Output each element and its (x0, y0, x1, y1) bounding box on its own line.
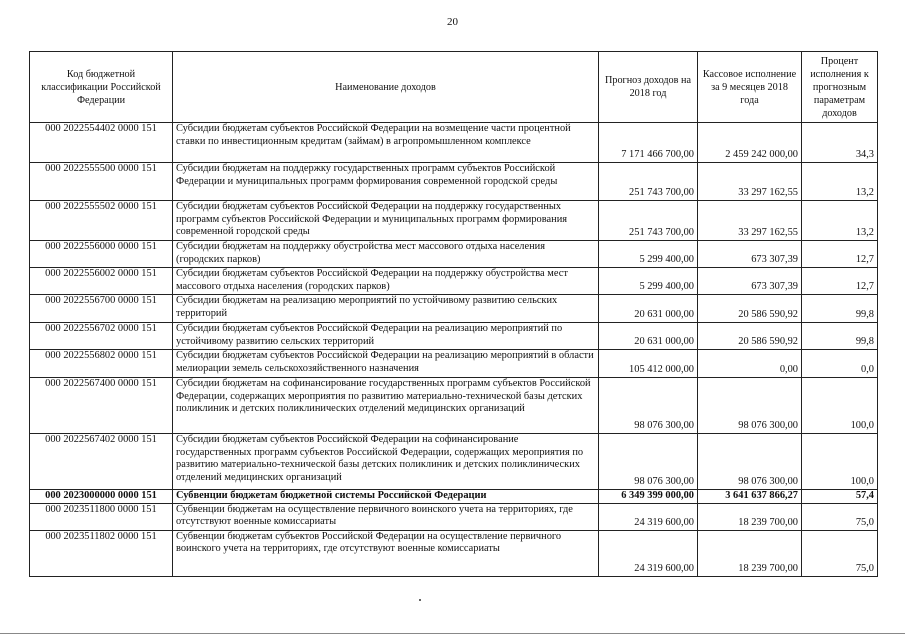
table-row (30, 490, 878, 504)
row-forecast: 98 076 300,00 (599, 434, 698, 490)
table-row (30, 123, 878, 163)
header-actual: Кассовое исполнение за 9 месяцев 2018 года (698, 52, 802, 123)
row-name: Субсидии бюджетам субъектов Российской Федерации на реализацию мероприятий по устойчивому развитию сельских территорий (173, 323, 599, 350)
row-actual: 0,00 (698, 350, 802, 378)
row-forecast: 251 743 700,00 (599, 201, 698, 241)
table-row (30, 530, 878, 576)
row-name: Субсидии бюджетам субъектов Российской Федерации на реализацию мероприятий в области мелиорации земель сельскохозяйственного назначения (173, 350, 599, 378)
row-code: 000 2022556000 0000 151 (30, 241, 173, 268)
row-percent: 34,3 (802, 123, 878, 163)
table-row (30, 241, 878, 268)
row-forecast: 24 319 600,00 (599, 530, 698, 576)
row-name: Субвенции бюджетам бюджетной системы Российской Федерации (173, 490, 599, 504)
row-percent: 0,0 (802, 350, 878, 378)
row-forecast: 5 299 400,00 (599, 268, 698, 295)
row-percent: 99,8 (802, 323, 878, 350)
row-code: 000 2022555502 0000 151 (30, 201, 173, 241)
table-row (30, 323, 878, 350)
row-name: Субсидии бюджетам субъектов Российской Федерации на поддержку обустройства мест массового отдыха населения (городских парков) (173, 268, 599, 295)
row-name: Субсидии бюджетам на поддержку государственных программ субъектов Российской Федерации и муниципальных программ формирования современной городской среды (173, 163, 599, 201)
row-code: 000 2022556702 0000 151 (30, 323, 173, 350)
table-row (30, 434, 878, 490)
row-percent: 75,0 (802, 530, 878, 576)
row-name: Субсидии бюджетам субъектов Российской Федерации на возмещение части процентной ставки по инвестиционным кредитам (займам) в агропромышленном комплексе (173, 123, 599, 163)
header-code: Код бюджетной классификации Российской Федерации (30, 52, 173, 123)
header-percent: Процент исполнения к прогнозным параметрам доходов (802, 52, 878, 123)
row-forecast: 6 349 399 000,00 (599, 490, 698, 504)
row-percent: 13,2 (802, 201, 878, 241)
row-forecast: 7 171 466 700,00 (599, 123, 698, 163)
row-actual: 3 641 637 866,27 (698, 490, 802, 504)
row-actual: 33 297 162,55 (698, 201, 802, 241)
table-row (30, 503, 878, 530)
row-name: Субсидии бюджетам субъектов Российской Федерации на софинансирование государственных программ субъектов Российской Федерации, содержащих мероприятия по развитию материально-технической базы детских поликлиник и детских поликлинических отделений медицинских организаций (173, 434, 599, 490)
row-percent: 57,4 (802, 490, 878, 504)
row-percent: 100,0 (802, 378, 878, 434)
revenue-table (29, 51, 878, 577)
row-code: 000 2022556002 0000 151 (30, 268, 173, 295)
row-name: Субсидии бюджетам на реализацию мероприятий по устойчивому развитию сельских территорий (173, 295, 599, 323)
row-name: Субсидии бюджетам на поддержку обустройства мест массового отдыха населения (городских парков) (173, 241, 599, 268)
row-actual: 18 239 700,00 (698, 503, 802, 530)
row-code: 000 2022556700 0000 151 (30, 295, 173, 323)
row-name: Субсидии бюджетам субъектов Российской Федерации на поддержку государственных программ субъектов Российской Федерации и муниципальных программ формирования современной городской среды (173, 201, 599, 241)
table-row (30, 268, 878, 295)
row-percent: 99,8 (802, 295, 878, 323)
table-body (30, 123, 878, 577)
row-code: 000 2022554402 0000 151 (30, 123, 173, 163)
row-forecast: 20 631 000,00 (599, 295, 698, 323)
row-name: Субвенции бюджетам на осуществление первичного воинского учета на территориях, где отсутствуют военные комиссариаты (173, 503, 599, 530)
row-name: Субвенции бюджетам субъектов Российской Федерации на осуществление первичного воинского учета на территориях, где отсутствуют военные комиссариаты (173, 530, 599, 576)
row-percent: 100,0 (802, 434, 878, 490)
page-number: 20 (447, 16, 458, 28)
row-code: 000 2022556802 0000 151 (30, 350, 173, 378)
row-actual: 20 586 590,92 (698, 295, 802, 323)
page-bottom-edge (0, 633, 905, 634)
row-code: 000 2022567402 0000 151 (30, 434, 173, 490)
row-forecast: 24 319 600,00 (599, 503, 698, 530)
header-name: Наименование доходов (173, 52, 599, 123)
header-forecast: Прогноз доходов на 2018 год (599, 52, 698, 123)
row-percent: 12,7 (802, 241, 878, 268)
row-forecast: 105 412 000,00 (599, 350, 698, 378)
row-percent: 75,0 (802, 503, 878, 530)
row-percent: 13,2 (802, 163, 878, 201)
row-actual: 98 076 300,00 (698, 378, 802, 434)
row-forecast: 20 631 000,00 (599, 323, 698, 350)
row-actual: 673 307,39 (698, 241, 802, 268)
row-actual: 673 307,39 (698, 268, 802, 295)
row-name: Субсидии бюджетам на софинансирование государственных программ субъектов Российской Федерации, содержащих мероприятия по развитию материально-технической базы детских поликлиник и детских поликлинических отделений медицинских организаций (173, 378, 599, 434)
row-forecast: 98 076 300,00 (599, 378, 698, 434)
row-code: 000 2022555500 0000 151 (30, 163, 173, 201)
row-actual: 33 297 162,55 (698, 163, 802, 201)
table-row (30, 201, 878, 241)
stray-dot (419, 599, 421, 601)
row-code: 000 2023511800 0000 151 (30, 503, 173, 530)
row-code: 000 2023511802 0000 151 (30, 530, 173, 576)
row-forecast: 251 743 700,00 (599, 163, 698, 201)
row-actual: 20 586 590,92 (698, 323, 802, 350)
table-header-row (30, 52, 878, 123)
row-code: 000 2022567400 0000 151 (30, 378, 173, 434)
row-actual: 98 076 300,00 (698, 434, 802, 490)
row-actual: 18 239 700,00 (698, 530, 802, 576)
row-code: 000 2023000000 0000 151 (30, 490, 173, 504)
row-actual: 2 459 242 000,00 (698, 123, 802, 163)
row-forecast: 5 299 400,00 (599, 241, 698, 268)
table-row (30, 295, 878, 323)
row-percent: 12,7 (802, 268, 878, 295)
table-row (30, 163, 878, 201)
table-row (30, 350, 878, 378)
table-row (30, 378, 878, 434)
